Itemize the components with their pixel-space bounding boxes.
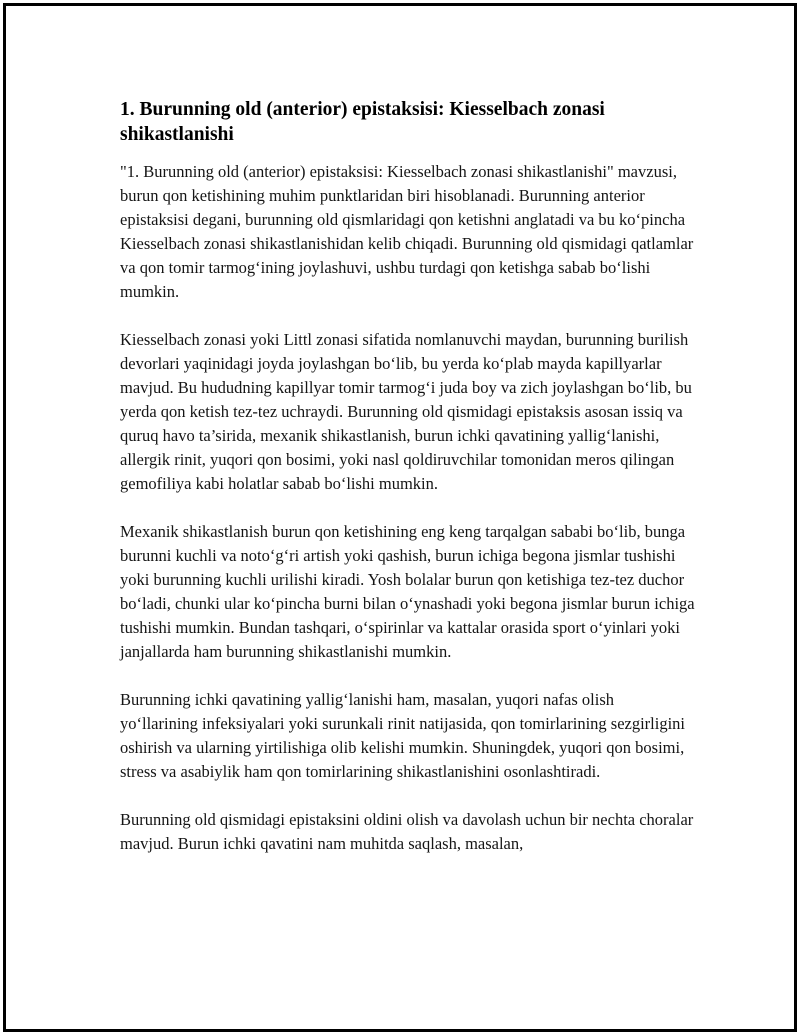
document-page <box>3 3 797 1032</box>
paragraph: Mexanik shikastlanish burun qon ketishining eng keng tarqalgan sababi bo‘lib, bunga burunni kuchli va noto‘g‘ri artish yoki qashish, burun ichiga begona jismlar tushishi yoki burunning kuchli urilishi kiradi. Yosh bolalar burun qon ketishiga tez-tez duchor bo‘ladi, chunki ular ko‘pincha burni bilan o‘ynashadi yoki begona jismlar burun ichiga tushishi mumkin. Bundan tashqari, o‘spirinlar va kattalar orasida sport o‘yinlari yoki janjallarda ham burunning shikastlanishi mumkin. <box>120 522 695 661</box>
document-content <box>120 97 695 880</box>
paragraph: Burunning old qismidagi epistaksini oldini olish va davolash uchun bir nechta choralar mavjud. Burun ichki qavatini nam muhitda saqlash, masalan, <box>120 810 694 853</box>
paragraph: Burunning ichki qavatining yallig‘lanishi ham, masalan, yuqori nafas olish yo‘llarining infeksiyalari yoki surunkali rinit natijasida, qon tomirlarining sezgirligini oshirish va ularning yirtilishiga olib kelishi mumkin. Shuningdek, yuqori qon bosimi, stress va asabiylik ham qon tomirlarining shikastlanishini osonlashtiradi. <box>120 690 686 781</box>
document-title: 1. Burunning old (anterior) epistaksisi: Kiesselbach zonasi shikastlanishi <box>120 99 605 145</box>
paragraph: Kiesselbach zonasi yoki Littl zonasi sifatida nomlanuvchi maydan, burunning burilish devorlari yaqinidagi joyda joylashgan bo‘lib, bu yerda ko‘plab mayda kapillyarlar mavjud. Bu hududning kapillyar tomir tarmog‘i juda boy va zich joylashgan bo‘lib, bu yerda qon ketish tez-tez uchraydi. Burunning old qismidagi epistaksis asosan issiq va quruq havo ta’sirida, mexanik shikastlanish, burun ichki qavatining yallig‘lanishi, allergik rinit, yuqori qon bosimi, yoki nasl qoldiruvchilar tomonidan meros qilingan gemofiliya kabi holatlar sabab bo‘lishi mumkin. <box>120 330 692 493</box>
paragraph: "1. Burunning old (anterior) epistaksisi: Kiesselbach zonasi shikastlanishi" mavzusi, burun qon ketishining muhim punktlaridan biri hisoblanadi. Burunning anterior epistaksisi degani, burunning old qismlaridagi qon ketishni anglatadi va bu ko‘pincha Kiesselbach zonasi shikastlanishidan kelib chiqadi. Burunning old qismidagi qatlamlar va qon tomir tarmog‘ining joylashuvi, ushbu turdagi qon ketishga sabab bo‘lishi mumkin. <box>120 162 694 301</box>
